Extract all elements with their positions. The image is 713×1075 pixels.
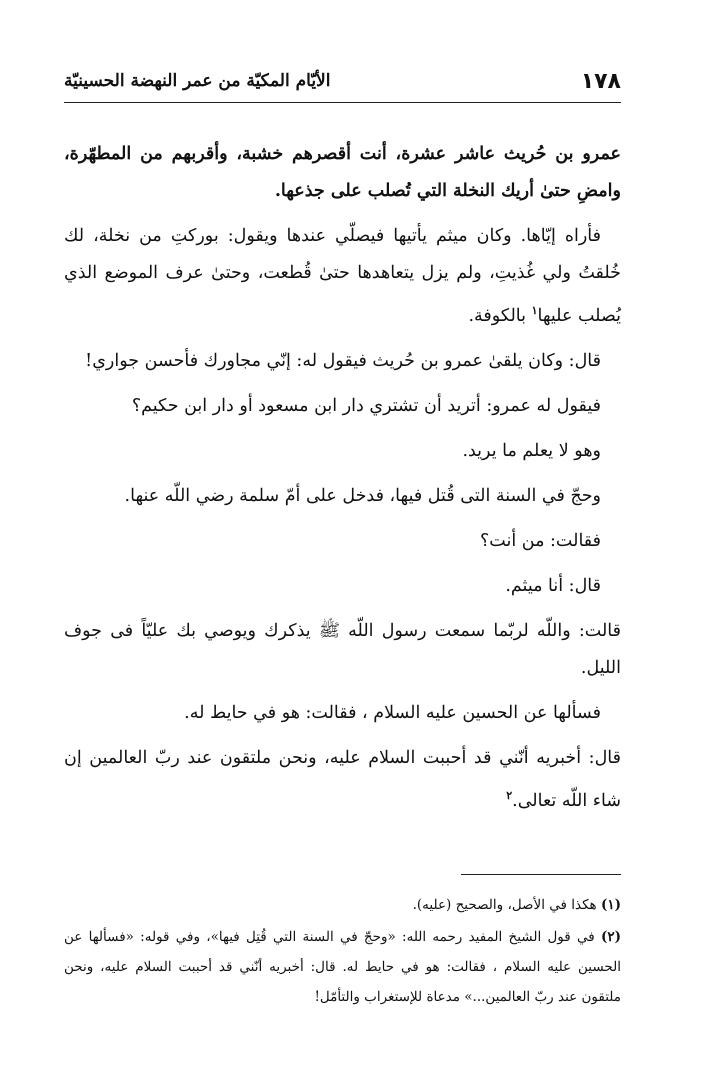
footnote-ref-2: ٢	[506, 788, 513, 802]
paragraph-2-text: فأراه إيّاها. وكان ميثم يأتيها فيصلّي عندها ويقول: بوركتِ من نخلة، لك خُلقتُ ولي غُذيتِ، ولم يزل يتعاهدها حتىٰ قُطعت، وحتىٰ عرف الموضع الذي يُصلب عليها	[64, 226, 621, 326]
footnote-1-text: هكذا في الأصل، والصحيح (عليه).	[412, 897, 601, 913]
paragraph-2	[64, 218, 621, 335]
paragraph-4: فيقول له عمرو: أتريد أن تشتري دار ابن مسعود أو دار ابن حكيم؟	[131, 395, 601, 416]
paragraph-8: قال: أنا ميثم.	[505, 575, 601, 596]
footnote-2	[64, 922, 621, 1012]
paragraph-9: قالت: واللّه لربّما سمعت رسول اللّه ﷺ يذكرك ويوصي بك عليّاً فى جوف الليل.	[64, 620, 621, 678]
paragraph-11-text: قال: أخبريه أنّني قد أحببت السلام عليه، ونحن ملتقون عند ربّ العالمين إن شاء اللّه تعالى.	[64, 747, 621, 811]
paragraph-2-end: بالكوفة.	[468, 305, 532, 326]
footnote-ref-1: ١	[531, 304, 538, 317]
paragraph-6: وحجّ في السنة التى قُتل فيها، فدخل على أمّ سلمة رضي اللّه عنها.	[124, 485, 601, 506]
footnotes	[64, 890, 621, 1014]
footnote-2-number: (٢)	[600, 929, 621, 945]
footnote-rule	[461, 874, 621, 875]
footnote-1	[64, 890, 621, 920]
footnote-1-number: (١)	[600, 897, 621, 913]
paragraph-3: قال: وكان يلقىٰ عمرو بن حُريث فيقول له: إنّي مجاورك فأحسن جواري!	[85, 350, 601, 371]
page-header	[64, 62, 621, 100]
main-text	[64, 136, 621, 828]
page-number: ١٧٨	[580, 68, 621, 94]
running-title: الأيّام المكيّة من عمر النهضة الحسينيّة	[64, 71, 331, 91]
paragraph-5: وهو لا يعلم ما يريد.	[462, 440, 601, 461]
footnote-2-text: في قول الشيخ المفيد رحمه الله: «وحجّ في السنة التي قُتِل فيها»، وفي قوله: «فسألها عن الحسين عليه السلام ، فقالت: هو في حايط له. قال: أخبريه أنّني قد أحببت السلام عليه، ونحن ملتقون عند ربّ العالمين...» مدعاة للإستغراب والتأمّل!	[64, 929, 621, 1005]
paragraph-7: فقالت: من أنت؟	[480, 530, 601, 551]
paragraph-11	[64, 740, 621, 820]
header-rule	[64, 102, 621, 103]
paragraph-1: عمرو بن حُريث عاشر عشرة، أنت أقصرهم خشبة، وأقربهم من المطهّرة، وامضِ حتىٰ أريك النخلة التي تُصلب على جذعها.	[64, 144, 621, 201]
paragraph-10: فسألها عن الحسين عليه السلام ، فقالت: هو في حايط له.	[184, 702, 601, 723]
